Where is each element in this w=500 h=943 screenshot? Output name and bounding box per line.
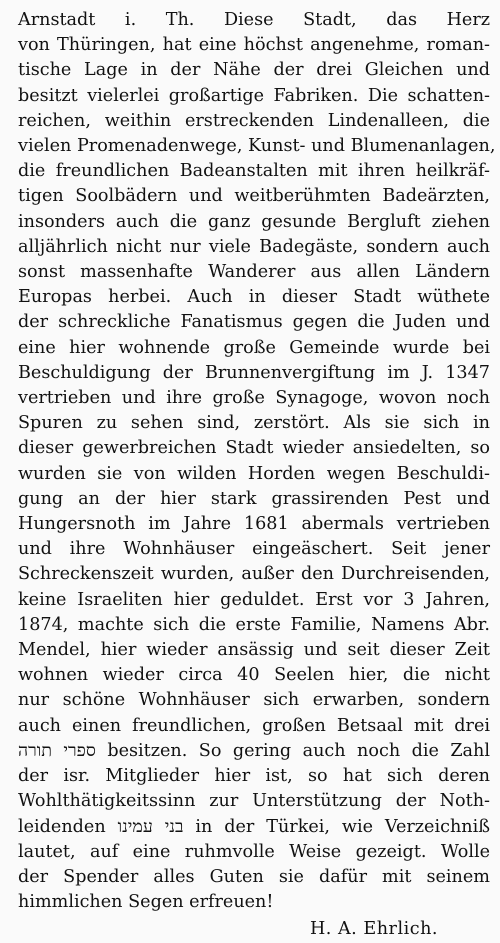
article-line: eine hier wohnende große Gemeinde wurde bei bbox=[18, 337, 490, 358]
article-line: insonders auch die ganz gesunde Bergluft ziehen bbox=[18, 211, 490, 232]
article-line: der schreckliche Fanatismus gegen die Juden und bbox=[18, 312, 490, 333]
article-line: lautet, auf eine ruhmvolle Weise gezeigt. Wolle bbox=[18, 841, 490, 862]
article-line: von Thüringen, hat eine höchst angenehme, roman- bbox=[18, 35, 490, 56]
author-signature: H. A. Ehrlich. bbox=[309, 919, 438, 940]
article-line: besitzt vielerlei großartige Fabriken. Die schatten- bbox=[18, 85, 490, 106]
article-line: Mendel, hier wieder ansässig und seit dieser Zeit bbox=[18, 640, 490, 661]
article-line: Beschuldigung der Brunnenvergiftung im J. 1347 bbox=[18, 362, 490, 383]
article-line: dieser gewerbreichen Stadt wieder ansiedelten, so bbox=[18, 438, 490, 459]
article-line: gung an der hier stark grassirenden Pest und bbox=[18, 488, 490, 509]
article-line: Schreckenszeit wurden, außer den Durchreisenden, bbox=[18, 564, 490, 585]
article-line: Spuren zu sehen sind, zerstört. Als sie sich in bbox=[18, 413, 490, 434]
article-line: tische Lage in der Nähe der drei Gleichen und bbox=[18, 60, 490, 81]
article-line: wohnen wieder circa 40 Seelen hier, die nicht bbox=[18, 665, 490, 686]
article-line: keine Israeliten hier geduldet. Erst vor 3 Jahren, bbox=[18, 589, 490, 610]
article-line: Wohlthätigkeitssinn zur Unterstützung der Noth- bbox=[18, 791, 490, 812]
article-line: wurden sie von wilden Horden wegen Beschuldi- bbox=[18, 463, 490, 484]
article-line: Arnstadt i. Th. Diese Stadt, das Herz bbox=[18, 10, 490, 30]
article-line: Hungersnoth im Jahre 1681 abermals vertrieben bbox=[18, 514, 490, 535]
article-line: 1874, machte sich die erste Familie, Namens Abr. bbox=[18, 614, 490, 635]
article-line: reichen, weithin erstreckenden Lindenalleen, die bbox=[18, 110, 490, 131]
article-line: vertrieben und ihre große Synagoge, wovon noch bbox=[18, 388, 490, 409]
article-line: leidenden בני עמינו in der Türkei, wie Verzeichniß bbox=[18, 816, 490, 837]
article-line: Europas herbei. Auch in dieser Stadt wüthete bbox=[18, 287, 490, 308]
article-line: alljährlich nicht nur viele Badegäste, sondern auch bbox=[18, 236, 490, 257]
article-line: und ihre Wohnhäuser eingeäschert. Seit jener bbox=[18, 539, 490, 560]
article-line: tigen Soolbädern und weitberühmten Badeärzten, bbox=[18, 186, 490, 207]
article-line: sonst massenhafte Wanderer aus allen Ländern bbox=[18, 262, 490, 283]
article-line: auch einen freundlichen, großen Betsaal mit drei bbox=[18, 715, 490, 736]
article-line: vielen Promenadenwege, Kunst- und Blumenanlagen, bbox=[18, 136, 496, 157]
article-line: ספרי תורה besitzen. So gering auch noch die Zahl bbox=[18, 740, 490, 761]
article-line: die freundlichen Badeanstalten mit ihren heilkräf- bbox=[18, 161, 490, 182]
article-line: der Spender alles Guten sie dafür mit seinem bbox=[18, 866, 490, 887]
article-line: nur schöne Wohnhäuser sich erwarben, sondern bbox=[18, 690, 490, 711]
article-line: der isr. Mitglieder hier ist, so hat sich deren bbox=[18, 766, 490, 787]
article-line: himmlichen Segen erfreuen! bbox=[18, 892, 274, 913]
